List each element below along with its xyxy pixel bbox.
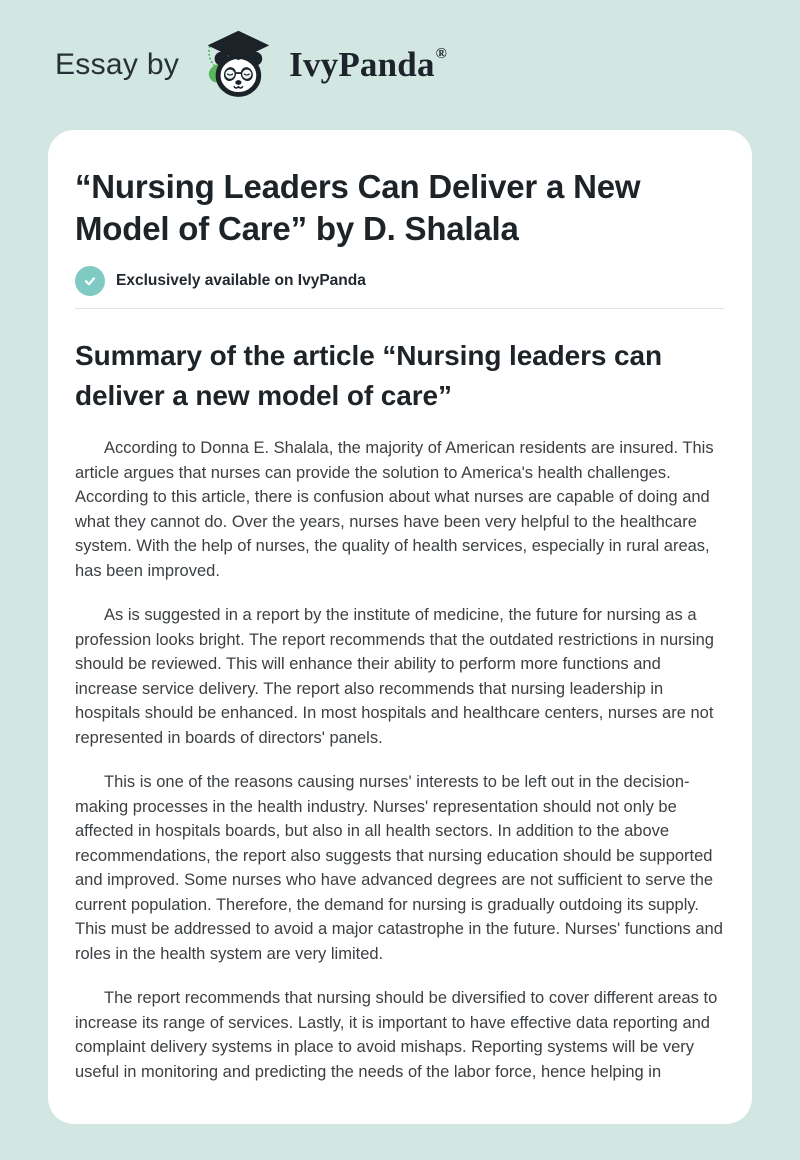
registered-mark: ® bbox=[435, 46, 448, 62]
essay-by-label: Essay by bbox=[55, 48, 180, 81]
paragraph-2: As is suggested in a report by the institute of medicine, the future for nursing as a profession looks bright. The report recommends that the outdated restrictions in nursing should be reviewed. This will enhance their ability to perform more functions and increase service delivery. The report also recommends that nursing leadership in hospitals should be enhanced. In most hospitals and healthcare centers, nurses are not represented in boards of directors' panels. bbox=[75, 606, 714, 747]
paragraph-3: This is one of the reasons causing nurses' interests to be left out in the decision-making processes in the health industry. Nurses' representation should not only be affected in hospitals boards, but also in all health sectors. In addition to the above recommendations, the report also suggests that nursing education should be supported and improved. Some nurses who have advanced degrees are not sufficient to serve the current population. Therefore, the demand for nursing is gradually outdoing its supply. This must be addressed to avoid a major catastrophe in the future. Nurses' functions and roles in the health system are very limited. bbox=[75, 773, 723, 963]
page-header bbox=[0, 0, 800, 130]
brand-name: IvyPanda bbox=[289, 45, 435, 84]
exclusive-badge bbox=[75, 266, 724, 296]
divider bbox=[75, 308, 724, 309]
paragraph-1: According to Donna E. Shalala, the majority of American residents are insured. This article argues that nurses can provide the solution to America's health challenges. According to this article, there is confusion about what nurses are capable of doing and what they cannot do. Over the years, nurses have been very helpful to the healthcare system. With the help of nurses, the quality of health services, especially in rural areas, has been improved. bbox=[75, 439, 714, 580]
section-heading: Summary of the article “Nursing leaders can deliver a new model of care” bbox=[75, 340, 663, 411]
article-card bbox=[48, 130, 752, 1124]
article-title: “Nursing Leaders Can Deliver a New Model of Care” by D. Shalala bbox=[75, 168, 641, 247]
ivypanda-logo-icon bbox=[195, 25, 279, 105]
exclusive-badge-label: Exclusively available on IvyPanda bbox=[116, 272, 366, 289]
brand-wordmark bbox=[289, 45, 447, 85]
paragraph-4: The report recommends that nursing should be diversified to cover different areas to increase its range of services. Lastly, it is important to have effective data reporting and complaint delivery systems in place to avoid mishaps. Reporting systems will be very useful in monitoring and predicting the needs of the labor force, hence helping in bbox=[75, 989, 718, 1081]
check-icon bbox=[75, 266, 105, 296]
